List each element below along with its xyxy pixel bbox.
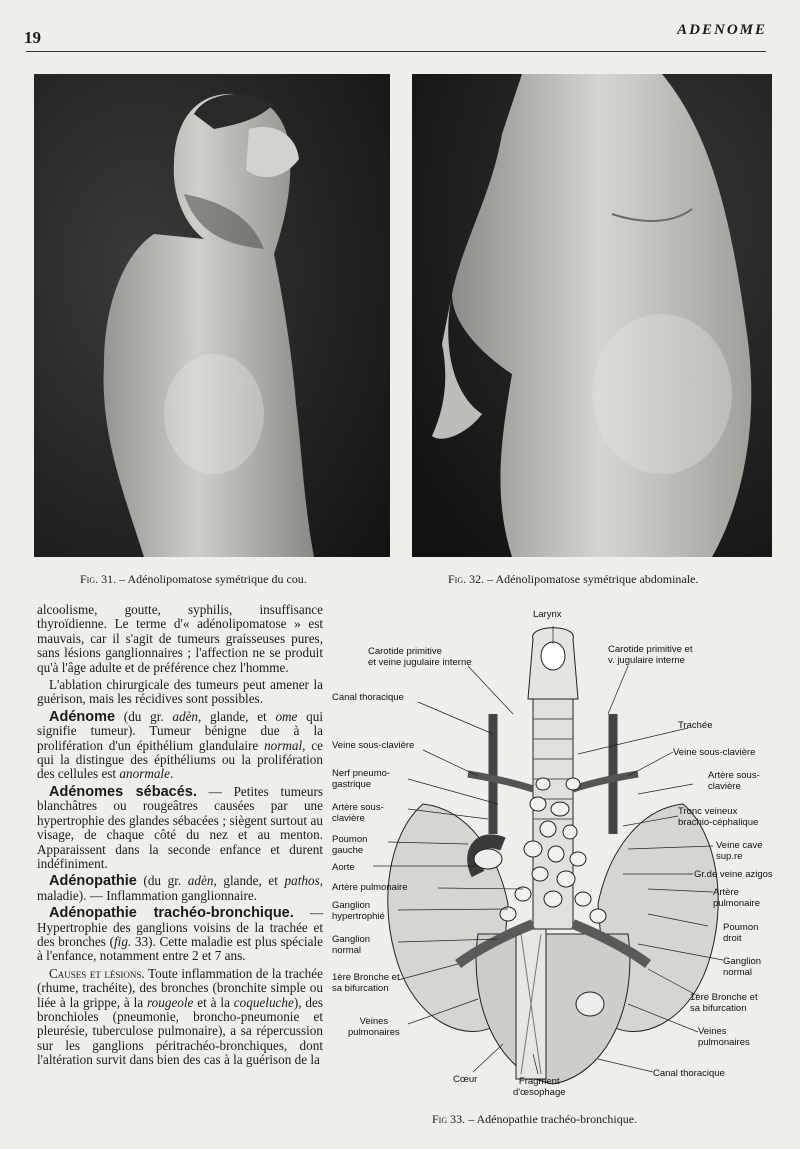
label-tronc-veineux: Tronc veineux brachio-céphalique <box>678 806 759 828</box>
label-veines-pulmonaires-droite: Veines pulmonaires <box>698 1026 750 1048</box>
label-artere-pulmonaire-gauche: Artère pulmonaire <box>332 882 408 893</box>
figure-label: Fig 33. <box>432 1112 466 1126</box>
label-coeur: Cœur <box>453 1074 478 1085</box>
label-poumon-droit: Poumon droit <box>723 922 759 944</box>
entry-headword: Adénopathie <box>49 873 137 890</box>
label-carotide-gauche: Carotide primitive et veine jugulaire interne <box>368 646 472 668</box>
label-artere-sous-claviere-gauche: Artère sous- clavière <box>332 802 384 824</box>
label-fragment-oesophage: Fragment d'œsophage <box>513 1076 566 1098</box>
entry-adenomes-sebaces: Adénomes sébacés. — Petites tumeurs blanchâtres ou rougeâtres causées par une hypertrophie des glandes sébacées ; siègent surtout au visage, de chaque côté du nez et au menton. Apparaissent dans la seconde enfance et durent indéfiniment. <box>37 783 323 871</box>
figure-33-caption: Fig 33. – Adénopathie trachéo-bronchique. <box>432 1112 638 1126</box>
label-ganglion-normal-gauche: Ganglion normal <box>332 934 371 956</box>
caption-text: Adénolipomatose symétrique du cou. <box>127 572 307 586</box>
entry-headword: Adénopathie trachéo-bronchique. <box>49 905 294 922</box>
page-number: 19 <box>24 28 41 47</box>
label-artere-sous-claviere-droite: Artère sous- clavière <box>708 770 760 792</box>
figure-31-caption: Fig. 31. – Adénolipomatose symétrique du cou. <box>80 572 307 586</box>
running-head: ADENOME <box>677 22 767 38</box>
label-ganglion-normal-droit: Ganglion normal <box>723 956 762 978</box>
paragraph: alcoolisme, goutte, syphilis, insuffisance thyroïdienne. Le terme d'« adénolipomatose » est mauvais, car il s'agit de tumeurs graisseuses pures, sans lésions ganglionnaires ; l'affection ne se produit qu'à l'âge adulte et de préférence chez l'homme. <box>37 602 323 675</box>
paragraph: L'ablation chirurgicale des tumeurs peut amener la guérison, mais les récidives sont possibles. <box>37 677 323 707</box>
entry-adenome: Adénome (du gr. adèn, glande, et ome qui signifie tumeur). Tumeur bénigne due à la prolifération d'un épithélium glandulaire normal, ce qui la distingue des épithéliums ou la prolifération des cellules est anormale. <box>37 708 323 782</box>
label-veine-cave: Veine cave sup.re <box>716 840 763 862</box>
figure-label: Fig. 31. <box>80 572 117 586</box>
label-canal-thoracique-bas: Canal thoracique <box>653 1068 725 1079</box>
label-ganglion-hypertrophie: Ganglion hypertrophié <box>332 900 385 922</box>
label-aorte: Aorte <box>332 862 355 873</box>
label-canal-thoracique: Canal thoracique <box>332 692 404 703</box>
entry-adenopathie: Adénopathie (du gr. adèn, glande, et pathos, maladie). — Inflammation ganglionnaire. <box>37 873 324 903</box>
section-causes: Causes et lésions. Toute inflammation de la trachée (rhume, trachéite), des bronches (bronchite simple ou liée à la grippe, à la rougeole et à la coqueluche), des bronchioles (pneumonie, broncho-pneumonie et pleurésie, tuberculose pulmonaire), a sa répercussion sur les ganglions péritrachéo-bronchiques, dont l'altération survit dans bien des cas à la guérison de la <box>37 965 323 1068</box>
figure-32-photo <box>412 74 772 557</box>
figure-label: Fig. 32. <box>448 572 485 586</box>
label-veines-pulmonaires-gauche: Veines pulmonaires <box>348 1016 400 1038</box>
label-bronche-gauche: 1ère Bronche et sa bifurcation <box>332 972 400 994</box>
section-heading: Causes et lésions. <box>49 965 145 981</box>
label-nerf-pneumogastrique: Nerf pneumo- gastrique <box>332 768 391 790</box>
entry-adenopathie-tracheo-bronchique: Adénopathie trachéo-bronchique. — Hypertrophie des ganglions voisins de la trachée et des bronches (fig. 33). Cette maladie est plus spéciale à l'enfance, notamment entre 2 et 7 ans. <box>37 905 324 964</box>
caption-text: Adénolipomatose symétrique abdominale. <box>495 572 699 586</box>
page-header <box>0 0 800 56</box>
label-carotide-droite: Carotide primitive et v. jugulaire interne <box>608 644 693 666</box>
figure-32-caption: Fig. 32. – Adénolipomatose symétrique abdominale. <box>448 572 699 586</box>
label-veine-sous-claviere-droite: Veine sous-clavière <box>673 747 756 758</box>
label-veine-sous-claviere-gauche: Veine sous-clavière <box>332 740 415 751</box>
entry-headword: Adénome <box>49 708 116 725</box>
caption-text: Adénopathie trachéo-bronchique. <box>476 1112 638 1126</box>
body-text-column <box>37 603 323 1071</box>
label-larynx: Larynx <box>533 609 562 620</box>
label-grande-veine-azigos: Gr.de veine azigos <box>694 869 773 880</box>
label-poumon-gauche: Poumon gauche <box>332 834 368 856</box>
figure-31-photo <box>34 74 390 557</box>
figure-33-illustration <box>328 604 778 1104</box>
label-bronche-droite: 1ère Bronche et sa bifurcation <box>690 992 758 1014</box>
label-artere-pulmonaire-droite: Artère pulmonaire <box>713 887 760 909</box>
entry-headword: Adénomes sébacés. <box>49 783 197 800</box>
header-rule <box>26 51 766 52</box>
label-trachee: Trachée <box>678 720 713 731</box>
